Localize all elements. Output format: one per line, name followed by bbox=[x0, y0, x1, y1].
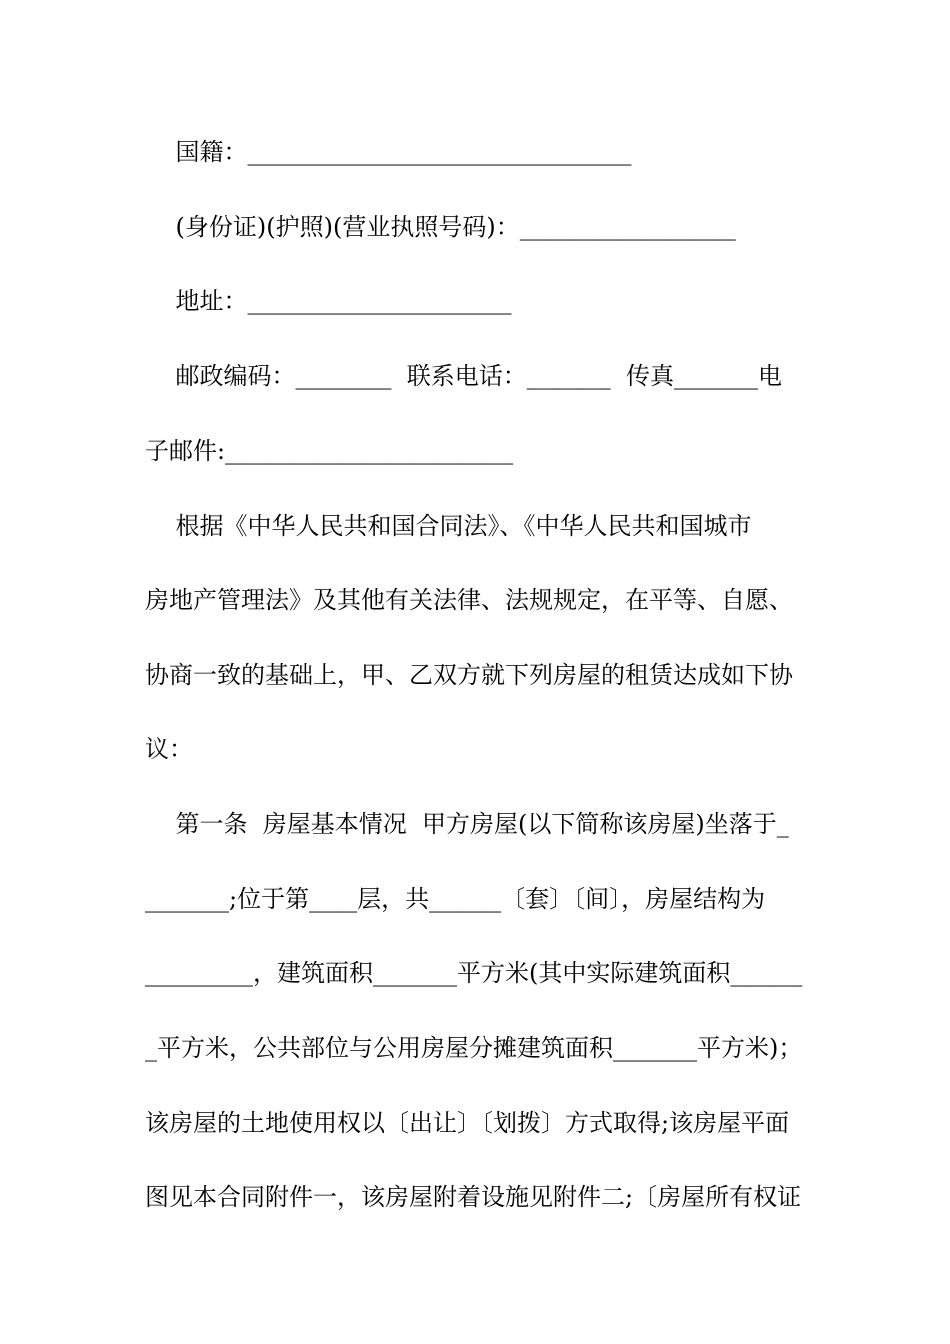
text-line-address: 地址：______________________ bbox=[145, 287, 512, 315]
text-line-contact: 邮政编码：________ 联系电话：_______ 传真_______电 bbox=[145, 362, 783, 390]
text-line-nationality: 国籍：________________________________ bbox=[145, 138, 632, 166]
text-line-email: 子邮件:________________________ bbox=[145, 437, 514, 465]
text-line-article-1-2: _______;位于第____层，共______〔套〕〔间〕，房屋结构为 bbox=[145, 885, 766, 913]
text-line-article-1-4: _平方米，公共部位与公用房屋分摊建筑面积_______平方米)； bbox=[145, 1034, 803, 1062]
text-line-preamble-2: 房地产管理法》及其他有关法律、法规规定，在平等、自愿、 bbox=[145, 586, 793, 614]
text-line-preamble-1: 根据《中华人民共和国合同法》、《中华人民共和国城市 bbox=[145, 512, 752, 540]
text-line-article-1-3: _________，建筑面积_______平方米(其中实际建筑面积______ bbox=[145, 959, 803, 987]
text-line-article-1-6: 图见本合同附件一，该房屋附着设施见附件二;〔房屋所有权证 bbox=[145, 1183, 802, 1211]
text-line-article-1-1: 第一条 房屋基本情况 甲方房屋(以下简称该房屋)坐落于_ bbox=[145, 810, 789, 838]
text-line-preamble-4: 议： bbox=[145, 735, 193, 763]
text-line-article-1-5: 该房屋的土地使用权以〔出让〕〔划拨〕方式取得;该房屋平面 bbox=[145, 1109, 790, 1137]
text-line-id-number: (身份证)(护照)(营业执照号码)：__________________ bbox=[145, 213, 736, 241]
text-line-preamble-3: 协商一致的基础上，甲、乙双方就下列房屋的租赁达成如下协 bbox=[145, 661, 793, 689]
